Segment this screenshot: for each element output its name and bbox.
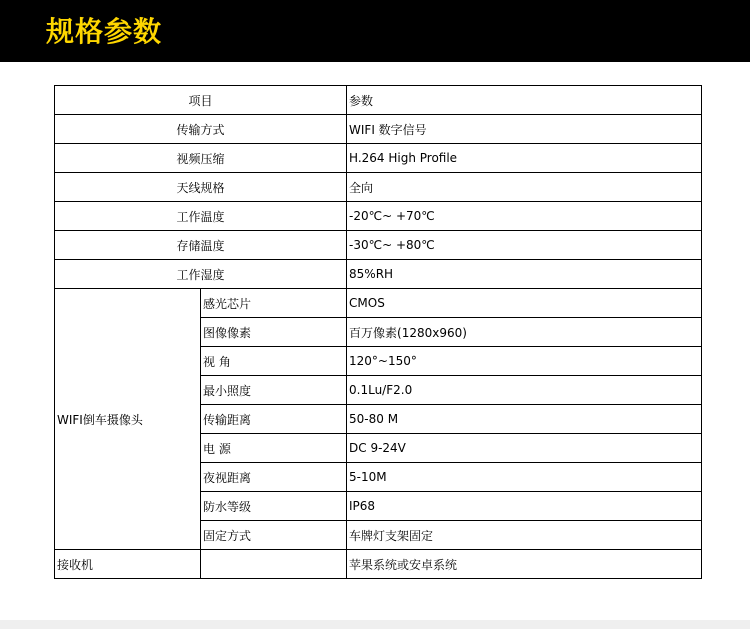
row-value: 85%RH [347,260,702,289]
header-cell-param: 参数 [347,86,702,115]
row-value: -20℃~ +70℃ [347,202,702,231]
row-value: -30℃~ +80℃ [347,231,702,260]
row-sublabel: 传输距离 [201,405,347,434]
row-label: 工作湿度 [55,260,347,289]
table-row [55,550,702,579]
row-sublabel: 固定方式 [201,521,347,550]
row-sublabel: 感光芯片 [201,289,347,318]
row-label: 存储温度 [55,231,347,260]
row-value: CMOS [347,289,702,318]
table-row [55,144,702,173]
row-label: 工作温度 [55,202,347,231]
footer-band [0,620,750,629]
row-label: 接收机 [55,550,201,579]
row-label: 视频压缩 [55,144,347,173]
row-sublabel: 夜视距离 [201,463,347,492]
row-label: 传输方式 [55,115,347,144]
header-cell-item: 项目 [55,86,347,115]
page-title: 规格参数 [46,15,163,48]
header-bar [0,0,750,62]
row-sublabel: 视 角 [201,347,347,376]
row-sublabel: 最小照度 [201,376,347,405]
spec-table [54,85,702,579]
row-sublabel: 电 源 [201,434,347,463]
row-label: 天线规格 [55,173,347,202]
row-value: 车牌灯支架固定 [347,521,702,550]
table-row [55,173,702,202]
row-value: 5-10M [347,463,702,492]
table-row [55,202,702,231]
row-value: 苹果系统或安卓系统 [347,550,702,579]
row-sublabel: 图像像素 [201,318,347,347]
table-row [55,289,702,318]
row-value: 百万像素(1280x960) [347,318,702,347]
row-value: 50-80 M [347,405,702,434]
row-value: WIFI 数字信号 [347,115,702,144]
row-value: DC 9-24V [347,434,702,463]
table-row [55,115,702,144]
row-value: 0.1Lu/F2.0 [347,376,702,405]
row-value: H.264 High Profile [347,144,702,173]
table-header-row [55,86,702,115]
group-label: WIFI倒车摄像头 [55,289,201,550]
row-sublabel [201,550,347,579]
row-value: 全向 [347,173,702,202]
table-row [55,231,702,260]
row-value: 120°~150° [347,347,702,376]
row-sublabel: 防水等级 [201,492,347,521]
table-row [55,260,702,289]
row-value: IP68 [347,492,702,521]
